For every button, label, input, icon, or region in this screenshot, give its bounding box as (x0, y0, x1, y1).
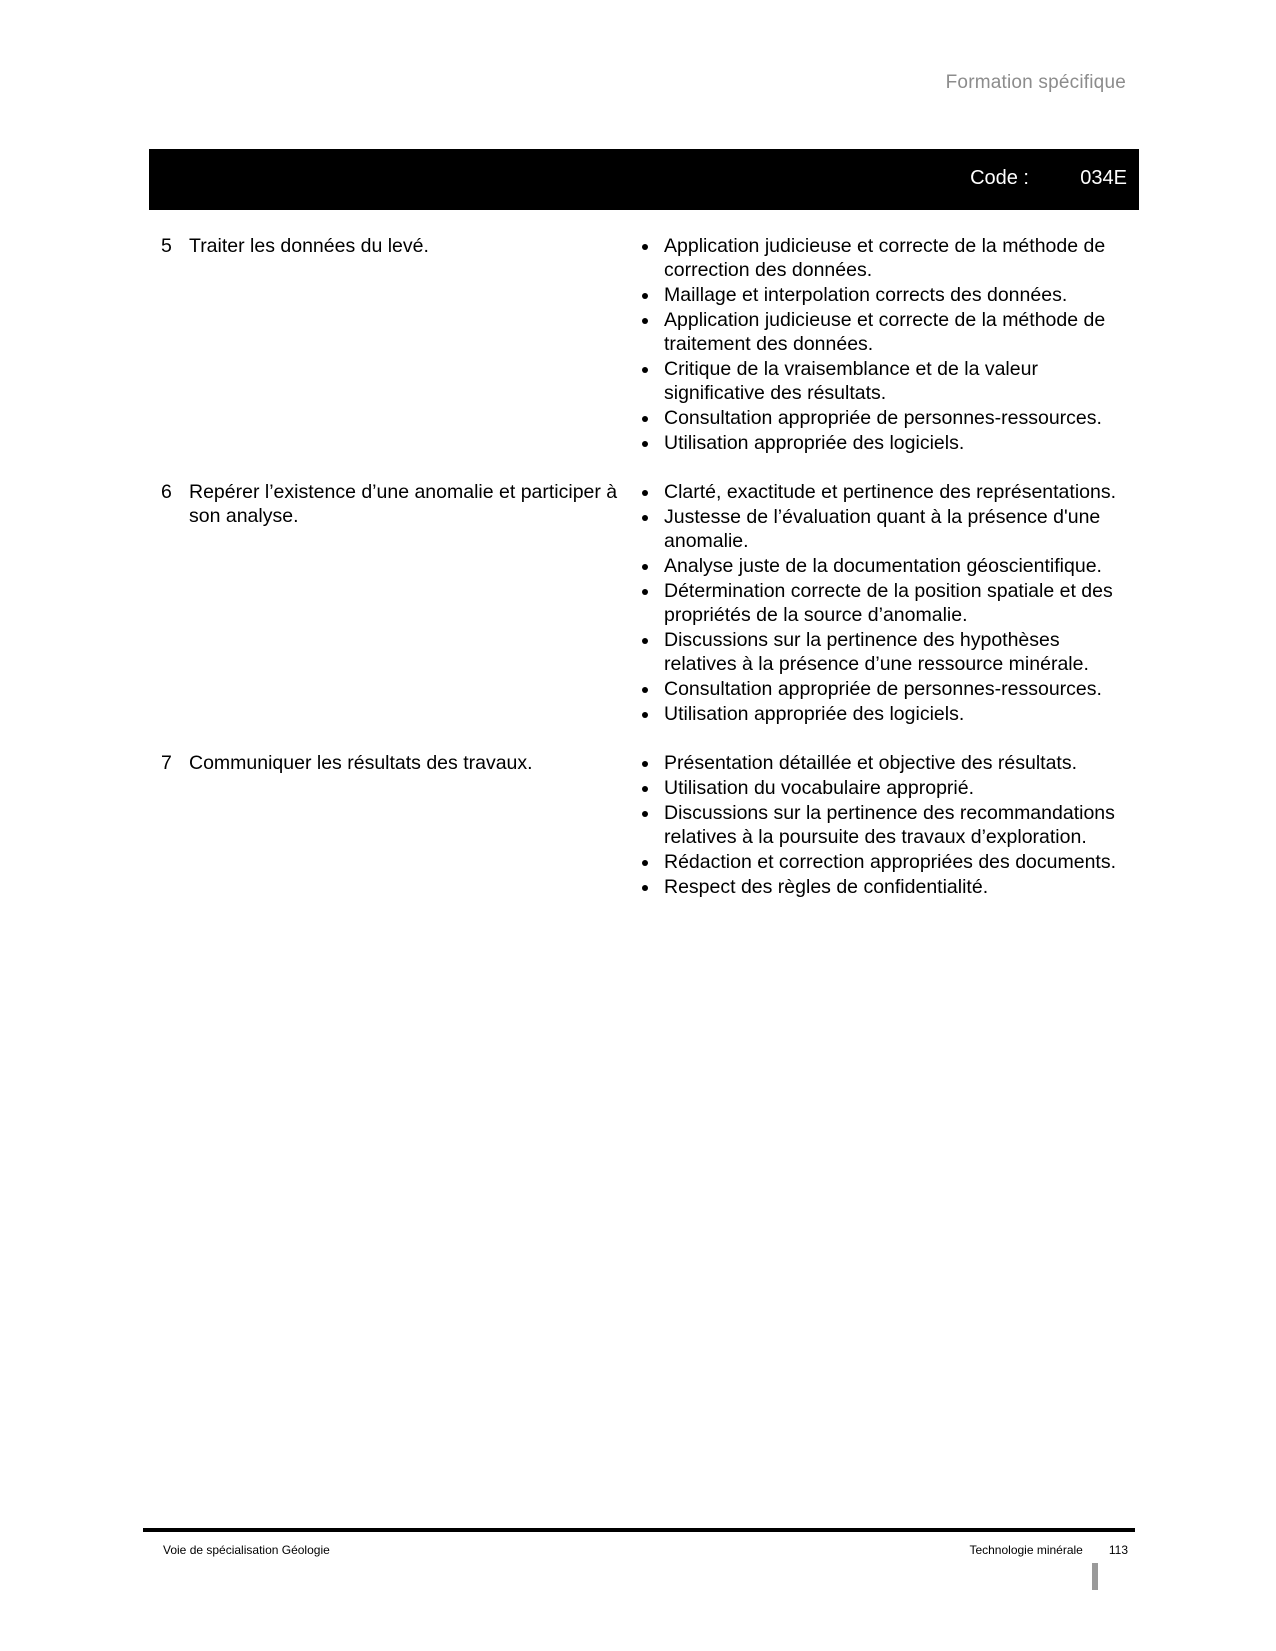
element-text: Communiquer les résultats des travaux. (189, 752, 533, 774)
code-value: 034E (1080, 167, 1127, 189)
list-item: Maillage et interpolation corrects des données. (634, 283, 1119, 307)
code-label: Code : (970, 167, 1029, 189)
competency-table (149, 234, 1139, 924)
element-cell (149, 480, 629, 727)
criteria-list (634, 234, 1119, 455)
footer-right (969, 1543, 1128, 1557)
list-item: Application judicieuse et correcte de la méthode de correction des données. (634, 234, 1119, 282)
table-row (149, 751, 1139, 900)
list-item: Discussions sur la pertinence des recommandations relatives à la poursuite des travaux d’exploration. (634, 801, 1119, 849)
footer-program: Technologie minérale (969, 1543, 1083, 1557)
element-number: 5 (161, 235, 172, 257)
list-item: Présentation détaillée et objective des résultats. (634, 751, 1119, 775)
criteria-cell (634, 751, 1119, 900)
element-number: 6 (161, 481, 172, 503)
element-text: Repérer l’existence d’une anomalie et participer à son analyse. (189, 481, 618, 527)
footer-specialization: Voie de spécialisation Géologie (163, 1543, 330, 1557)
footer-mark (1092, 1563, 1098, 1590)
list-item: Rédaction et correction appropriées des documents. (634, 850, 1119, 874)
list-item: Clarté, exactitude et pertinence des représentations. (634, 480, 1119, 504)
list-item: Discussions sur la pertinence des hypothèses relatives à la présence d’une ressource minérale. (634, 628, 1119, 676)
page-number: 113 (1108, 1543, 1128, 1557)
list-item: Analyse juste de la documentation géoscientifique. (634, 554, 1119, 578)
list-item: Consultation appropriée de personnes-ressources. (634, 406, 1119, 430)
criteria-list (634, 751, 1119, 899)
table-row (149, 234, 1139, 456)
list-item: Critique de la vraisemblance et de la valeur significative des résultats. (634, 357, 1119, 405)
list-item: Respect des règles de confidentialité. (634, 875, 1119, 899)
list-item: Utilisation appropriée des logiciels. (634, 431, 1119, 455)
code-bar (149, 149, 1139, 210)
element-text: Traiter les données du levé. (189, 235, 429, 257)
footer-rule (143, 1528, 1135, 1532)
page-header-section: Formation spécifique (945, 72, 1126, 93)
list-item: Détermination correcte de la position spatiale et des propriétés de la source d’anomalie. (634, 579, 1119, 627)
list-item: Justesse de l’évaluation quant à la présence d'une anomalie. (634, 505, 1119, 553)
list-item: Consultation appropriée de personnes-ressources. (634, 677, 1119, 701)
criteria-cell (634, 480, 1119, 727)
element-cell (149, 234, 629, 456)
list-item: Application judicieuse et correcte de la méthode de traitement des données. (634, 308, 1119, 356)
criteria-list (634, 480, 1119, 726)
list-item: Utilisation appropriée des logiciels. (634, 702, 1119, 726)
list-item: Utilisation du vocabulaire approprié. (634, 776, 1119, 800)
criteria-cell (634, 234, 1119, 456)
element-cell (149, 751, 629, 900)
table-row (149, 480, 1139, 727)
element-number: 7 (161, 752, 172, 774)
